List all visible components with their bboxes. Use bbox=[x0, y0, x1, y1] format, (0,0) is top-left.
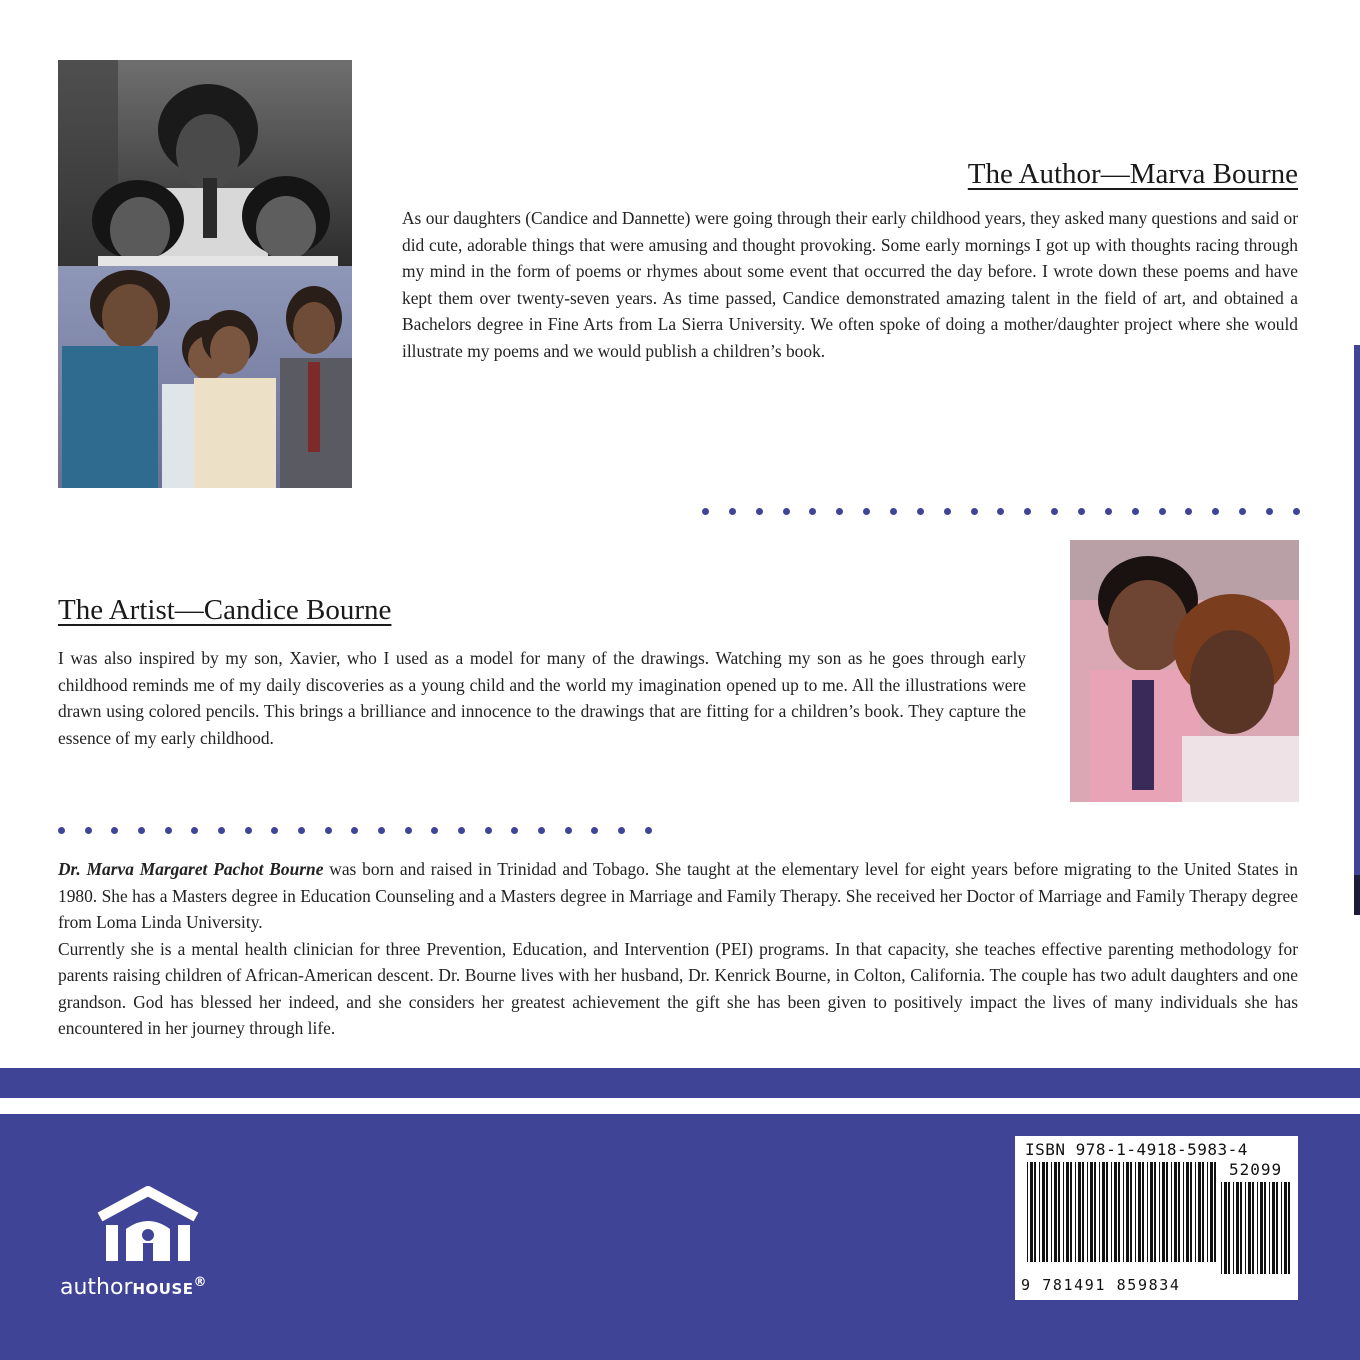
bio-paragraph-1-text: was born and raised in Trinidad and Tobago. She taught at the elementary level for eight years before migrating to the United States in 1980. She has a Masters degree in Education Counseling and a Masters degree in Marriage and Family Therapy. She received her Doctor of Marriage and Family Therapy degree from Loma Linda University. bbox=[58, 859, 1298, 932]
barcode-bar bbox=[1190, 1162, 1192, 1262]
barcode-bar bbox=[1114, 1162, 1117, 1262]
footer-thin-band bbox=[0, 1068, 1360, 1098]
barcode-bar bbox=[1126, 1162, 1129, 1262]
barcode-bar bbox=[1276, 1182, 1278, 1274]
artist-heading: The Artist—Candice Bourne bbox=[58, 594, 392, 626]
ean-barcode bbox=[1027, 1162, 1217, 1262]
barcode-bar bbox=[1183, 1162, 1184, 1262]
barcode-bar bbox=[1248, 1182, 1251, 1274]
barcode-bar bbox=[1288, 1182, 1290, 1274]
barcode-bar bbox=[1284, 1182, 1287, 1274]
barcode-bar bbox=[1046, 1162, 1048, 1262]
author-paragraph: As our daughters (Candice and Dannette) were going through their early childhood years, they asked many questions and said or did cute, adorable things that were amusing and thought provoking. Some early mornings I got up with thoughts racing through my mind in the form of poems or rhymes about some event that occurred the day before. I wrote down these poems and have kept them over twenty-seven years. As time passed, Candice demonstrated amazing talent in the field of art, and obtained a Bachelors degree in Fine Arts from La Sierra University. We often spoke of doing a mother/daughter project where she would illustrate my poems and we would publish a children’s book. bbox=[402, 208, 1298, 361]
barcode-bar bbox=[1228, 1182, 1230, 1274]
author-photo-top bbox=[58, 60, 352, 266]
barcode-bar bbox=[1063, 1162, 1064, 1262]
author-heading: The Author—Marva Bourne bbox=[967, 158, 1298, 190]
addon-barcode bbox=[1221, 1182, 1293, 1274]
barcode-bar bbox=[1207, 1162, 1208, 1262]
barcode-bar bbox=[1257, 1182, 1258, 1274]
bio-paragraph-1 bbox=[58, 856, 1298, 936]
publisher-wordmark-suffix: HOUSE bbox=[132, 1280, 194, 1298]
barcode-bar bbox=[1269, 1182, 1270, 1274]
barcode-bar bbox=[1118, 1162, 1120, 1262]
barcode-bar bbox=[1198, 1162, 1201, 1262]
barcode-bar bbox=[1264, 1182, 1266, 1274]
barcode-bar bbox=[1171, 1162, 1172, 1262]
barcode-bar bbox=[1281, 1182, 1282, 1274]
barcode-bar bbox=[1111, 1162, 1112, 1262]
barcode-bar bbox=[1075, 1162, 1076, 1262]
barcode-bar bbox=[1240, 1182, 1242, 1274]
barcode-bar bbox=[1214, 1162, 1216, 1262]
barcode-bar bbox=[1094, 1162, 1096, 1262]
barcode-box bbox=[1015, 1136, 1298, 1300]
barcode-bar bbox=[1054, 1162, 1057, 1262]
ean-digits: 9 781491 859834 bbox=[1021, 1276, 1181, 1294]
barcode-bar bbox=[1162, 1162, 1165, 1262]
publisher-wordmark bbox=[60, 1275, 207, 1300]
barcode-bar bbox=[1090, 1162, 1093, 1262]
barcode-bar bbox=[1078, 1162, 1081, 1262]
barcode-bar bbox=[1123, 1162, 1124, 1262]
publisher-logo bbox=[60, 1175, 260, 1315]
barcode-bar bbox=[1027, 1162, 1028, 1262]
barcode-bar bbox=[1142, 1162, 1144, 1262]
barcode-bar bbox=[1087, 1162, 1088, 1262]
artist-paragraph: I was also inspired by my son, Xavier, who I used as a model for many of the drawings. Watching my son as he goes through early childhood reminds me of my daily discoveries as a young child and the world my imagination opened up to me. All the illustrations were drawn using colored pencils. This brings a brilliance and innocence to the drawings that are fitting for a children’s book. They capture the essence of my early childhood. bbox=[58, 648, 1026, 748]
barcode-bar bbox=[1106, 1162, 1108, 1262]
bio-paragraph-2: Currently she is a mental health clinician for three Prevention, Education, and Intervention (PEI) programs. In that capacity, she teaches effective parenting methodology for parents raising children of African-American descent. Dr. Bourne lives with her husband, Dr. Kenrick Bourne, in Colton, California. The couple has two adult daughters and one grandson. God has blessed her indeed, and she considers her greatest achievement the gift she has been given to positively impact the lives of many individuals she has encountered in her journey through life. bbox=[58, 938, 1298, 1038]
barcode-bar bbox=[1221, 1182, 1222, 1274]
artist-photo bbox=[1070, 540, 1299, 802]
dotted-divider-top bbox=[702, 506, 1300, 516]
barcode-bar bbox=[1082, 1162, 1084, 1262]
barcode-bar bbox=[1042, 1162, 1045, 1262]
house-book-logo-icon bbox=[92, 1183, 204, 1267]
publisher-wordmark-prefix: author bbox=[60, 1275, 133, 1300]
barcode-bar bbox=[1150, 1162, 1153, 1262]
barcode-bar bbox=[1202, 1162, 1204, 1262]
price-code: 52099 bbox=[1229, 1160, 1283, 1179]
barcode-bar bbox=[1260, 1182, 1263, 1274]
barcode-bar bbox=[1130, 1162, 1132, 1262]
barcode-bar bbox=[1233, 1182, 1234, 1274]
barcode-bar bbox=[1224, 1182, 1227, 1274]
barcode-bar bbox=[1135, 1162, 1136, 1262]
barcode-bar bbox=[1210, 1162, 1213, 1262]
barcode-bar bbox=[1195, 1162, 1196, 1262]
barcode-bar bbox=[1154, 1162, 1156, 1262]
dotted-divider-bottom bbox=[58, 825, 652, 835]
barcode-bar bbox=[1058, 1162, 1060, 1262]
barcode-bar bbox=[1245, 1182, 1246, 1274]
barcode-bar bbox=[1159, 1162, 1160, 1262]
barcode-bar bbox=[1166, 1162, 1168, 1262]
barcode-bar bbox=[1070, 1162, 1072, 1262]
barcode-bar bbox=[1030, 1162, 1033, 1262]
edge-accent-strip bbox=[1354, 345, 1360, 905]
barcode-bar bbox=[1034, 1162, 1036, 1262]
barcode-bar bbox=[1066, 1162, 1069, 1262]
bio-section bbox=[58, 856, 1298, 1042]
barcode-bar bbox=[1099, 1162, 1100, 1262]
barcode-bar bbox=[1252, 1182, 1254, 1274]
barcode-bar bbox=[1186, 1162, 1189, 1262]
barcode-bar bbox=[1147, 1162, 1148, 1262]
isbn-label: ISBN 978-1-4918-5983-4 bbox=[1025, 1140, 1248, 1159]
barcode-bar bbox=[1039, 1162, 1040, 1262]
barcode-bar bbox=[1272, 1182, 1275, 1274]
barcode-bar bbox=[1051, 1162, 1052, 1262]
author-photo-bottom bbox=[58, 266, 352, 488]
barcode-bar bbox=[1138, 1162, 1141, 1262]
publisher-wordmark-reg: ® bbox=[193, 1275, 207, 1290]
barcode-bar bbox=[1174, 1162, 1177, 1262]
barcode-bar bbox=[1102, 1162, 1105, 1262]
bio-name: Dr. Marva Margaret Pachot Bourne bbox=[58, 859, 324, 879]
barcode-bar bbox=[1178, 1162, 1180, 1262]
edge-dark-strip bbox=[1354, 875, 1360, 915]
barcode-bar bbox=[1236, 1182, 1239, 1274]
